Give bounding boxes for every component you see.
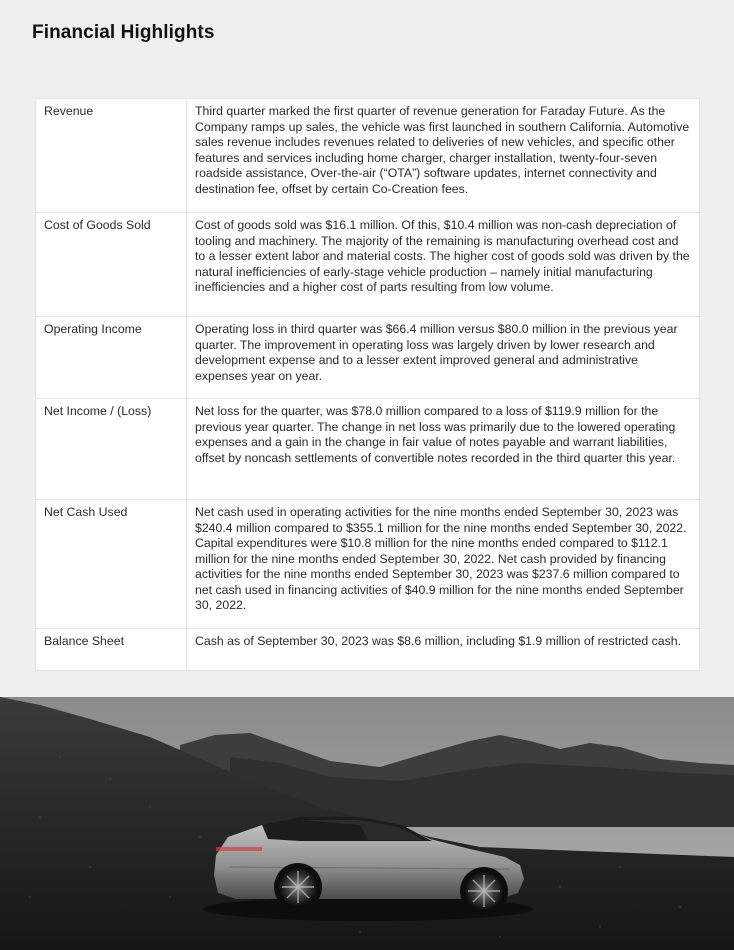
row-label: Cost of Goods Sold <box>36 213 187 317</box>
table-row <box>36 99 700 213</box>
row-label: Net Cash Used <box>36 500 187 629</box>
row-text: Cash as of September 30, 2023 was $8.6 million, including $1.9 million of restricted cash. <box>187 629 700 671</box>
row-label: Revenue <box>36 99 187 213</box>
table-row <box>36 317 700 399</box>
table-row <box>36 500 700 629</box>
row-text: Cost of goods sold was $16.1 million. Of this, $10.4 million was non-cash depreciation of tooling and machinery. The majority of the remaining is manufacturing overhead cost and to a lesser extent labor and material costs. The higher cost of goods sold was driven by the natural inefficiencies of early-stage vehicle production – namely initial manufacturing inefficiencies and a higher cost of parts resulting from low volume. <box>187 213 700 317</box>
table-row <box>36 399 700 500</box>
row-text: Third quarter marked the first quarter of revenue generation for Faraday Future. As the Company ramps up sales, the vehicle was first launched in southern California. Automotive sales revenue includes revenues related to deliveries of new vehicles, and specific other features and services including home charger, charger installation, twenty-four-seven roadside assistance, Over-the-air (“OTA”) software updates, internet connectivity and destination fee, offset by certain Co-Creation fees. <box>187 99 700 213</box>
row-label: Balance Sheet <box>36 629 187 671</box>
row-label: Operating Income <box>36 317 187 399</box>
page-title: Financial Highlights <box>32 22 215 43</box>
row-text: Net loss for the quarter, was $78.0 million compared to a loss of $119.9 million for the previous year quarter. The change in net loss was primarily due to the lowered operating expenses and a gain in the change in fair value of notes payable and warrant liabilities, offset by noncash settlements of convertible notes recorded in the third quarter this year. <box>187 399 700 500</box>
hero-image <box>0 697 734 950</box>
row-text: Net cash used in operating activities for the nine months ended September 30, 2023 was $240.4 million compared to $355.1 million for the nine months ended September 30, 2022. Capital expenditures were $10.8 million for the nine months ended compared to $112.1 million for the nine months ended September 30, 2022. Net cash provided by financing activities for the nine months ended September 30, 2023 was $237.6 million compared to net cash used in financing activities of $40.9 million for the nine months ended September 30, 2022. <box>187 500 700 629</box>
row-text: Operating loss in third quarter was $66.4 million versus $80.0 million in the previous year quarter. The improvement in operating loss was largely driven by lower research and development expense and to a lesser extent improved general and administrative expenses year on year. <box>187 317 700 399</box>
table-row <box>36 629 700 671</box>
row-label: Net Income / (Loss) <box>36 399 187 500</box>
financial-highlights-table <box>35 98 700 671</box>
vehicle-photo-icon <box>0 697 734 950</box>
table-row <box>36 213 700 317</box>
